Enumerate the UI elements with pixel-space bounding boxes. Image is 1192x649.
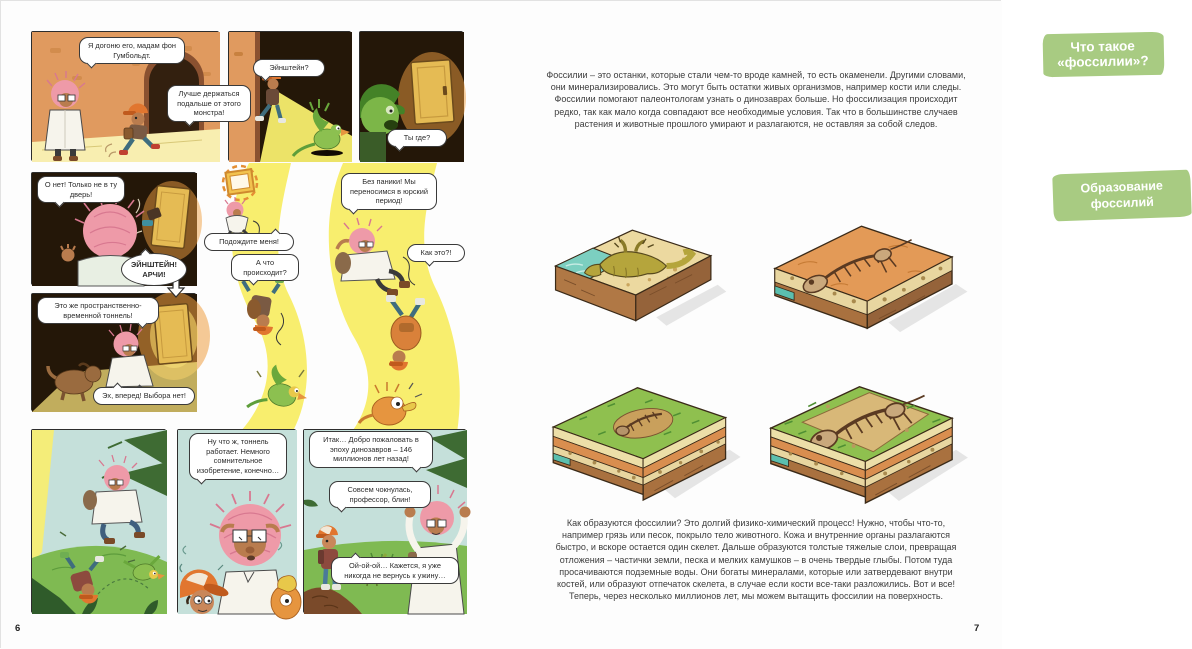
speech-bubble: Ну что ж, тоннель работает. Немного сомнительное изобретение, конечно… xyxy=(189,433,287,480)
section-title xyxy=(1052,170,1192,222)
outro-paragraph: Как образуются фоссилии? Это долгий физико-химический процесс! Нужно, чтобы что-то, например грязь или песок, покрыло тело животного. Кожа и внутренние органы разлагаются быстро, и вскоре остается один скелет. Дальше образуются толстые тяжелые слои, превращая отложения – частички земли, песка и мелких камушков – в очень твердые глыбы. Потом туда просачиваются подземные воды. Они богаты минералами, которые или затвердевают внутри костей, или образуют отпечаток скелета, в случае если кости все-таки разложились. Вот и все! Теперь, через несколько миллионов лет, мы можем вытащить фоссилии на поверхность. xyxy=(555,518,957,602)
speech-bubble: Ой-ой-ой… Кажется, я уже никогда не вернусь к ужину… xyxy=(331,557,459,584)
comic-page xyxy=(1,1,502,649)
speech-bubble: Итак… Добро пожаловать в эпоху динозавров – 146 миллионов лет назад! xyxy=(309,431,433,468)
speech-bubble: А что происходит? xyxy=(231,254,299,281)
section-title-line2: фоссилий xyxy=(1090,194,1155,211)
intro-paragraph: Фоссилии – это останки, которые стали чем-то вроде камней, то есть окаменели. Другими словами, они минерализировались. Это могут быть остатки живых организмов, например кости или следы. Фоссилии помогают палеонтологам узнать о динозаврах больше. Но фоссилизация происходит редко, так как мало когда совпадают все необходимые условия. Так что в большинстве случаев растения и животные прошлого умирают и разлагаются, не оставляя за собой следов. xyxy=(546,70,966,129)
page-number-right: 7 xyxy=(974,623,980,634)
fossil-stage-2-buried-skeleton xyxy=(762,205,962,335)
time-tunnel-left-artwork xyxy=(197,163,305,431)
speech-bubble: О нет! Только не в ту дверь! xyxy=(37,176,125,203)
fossil-stage-1-dead-animal xyxy=(547,213,722,331)
speech-bubble: Эйнштейн? xyxy=(253,59,325,77)
speech-bubble: Лучше держаться подальше от этого монстра! xyxy=(167,85,251,122)
speech-bubble: Как это?! xyxy=(407,244,465,262)
page-number-left: 6 xyxy=(15,623,21,634)
speech-bubble: Эх, вперед! Выбора нет! xyxy=(93,387,195,405)
speech-bubble: Я догоню его, мадам фон Гумбольдт. xyxy=(79,37,185,64)
section-title-line1: Образование xyxy=(1080,178,1164,196)
speech-bubble: Без паники! Мы переносимся в юрский период! xyxy=(341,173,437,210)
speech-bubble: Совсем чокнулась, профессор, блин! xyxy=(329,481,431,508)
fossil-stage-3-sediment-layers xyxy=(542,367,734,503)
page-title: Что такое «фоссилии»? xyxy=(1043,32,1165,78)
speech-bubble-shout: ЭЙНШТЕЙН! АРЧИ! xyxy=(121,253,187,286)
speech-bubble: Ты где? xyxy=(387,129,447,147)
fossil-info-page xyxy=(502,1,1164,649)
comic-panel-6 xyxy=(31,429,166,613)
panel-6-artwork xyxy=(32,430,167,614)
fossil-stage-4-fossilized-skeleton xyxy=(759,365,961,505)
speech-bubble: Подождите меня! xyxy=(204,233,294,251)
speech-bubble: Это же пространственно-временной тоннель! xyxy=(37,297,159,324)
